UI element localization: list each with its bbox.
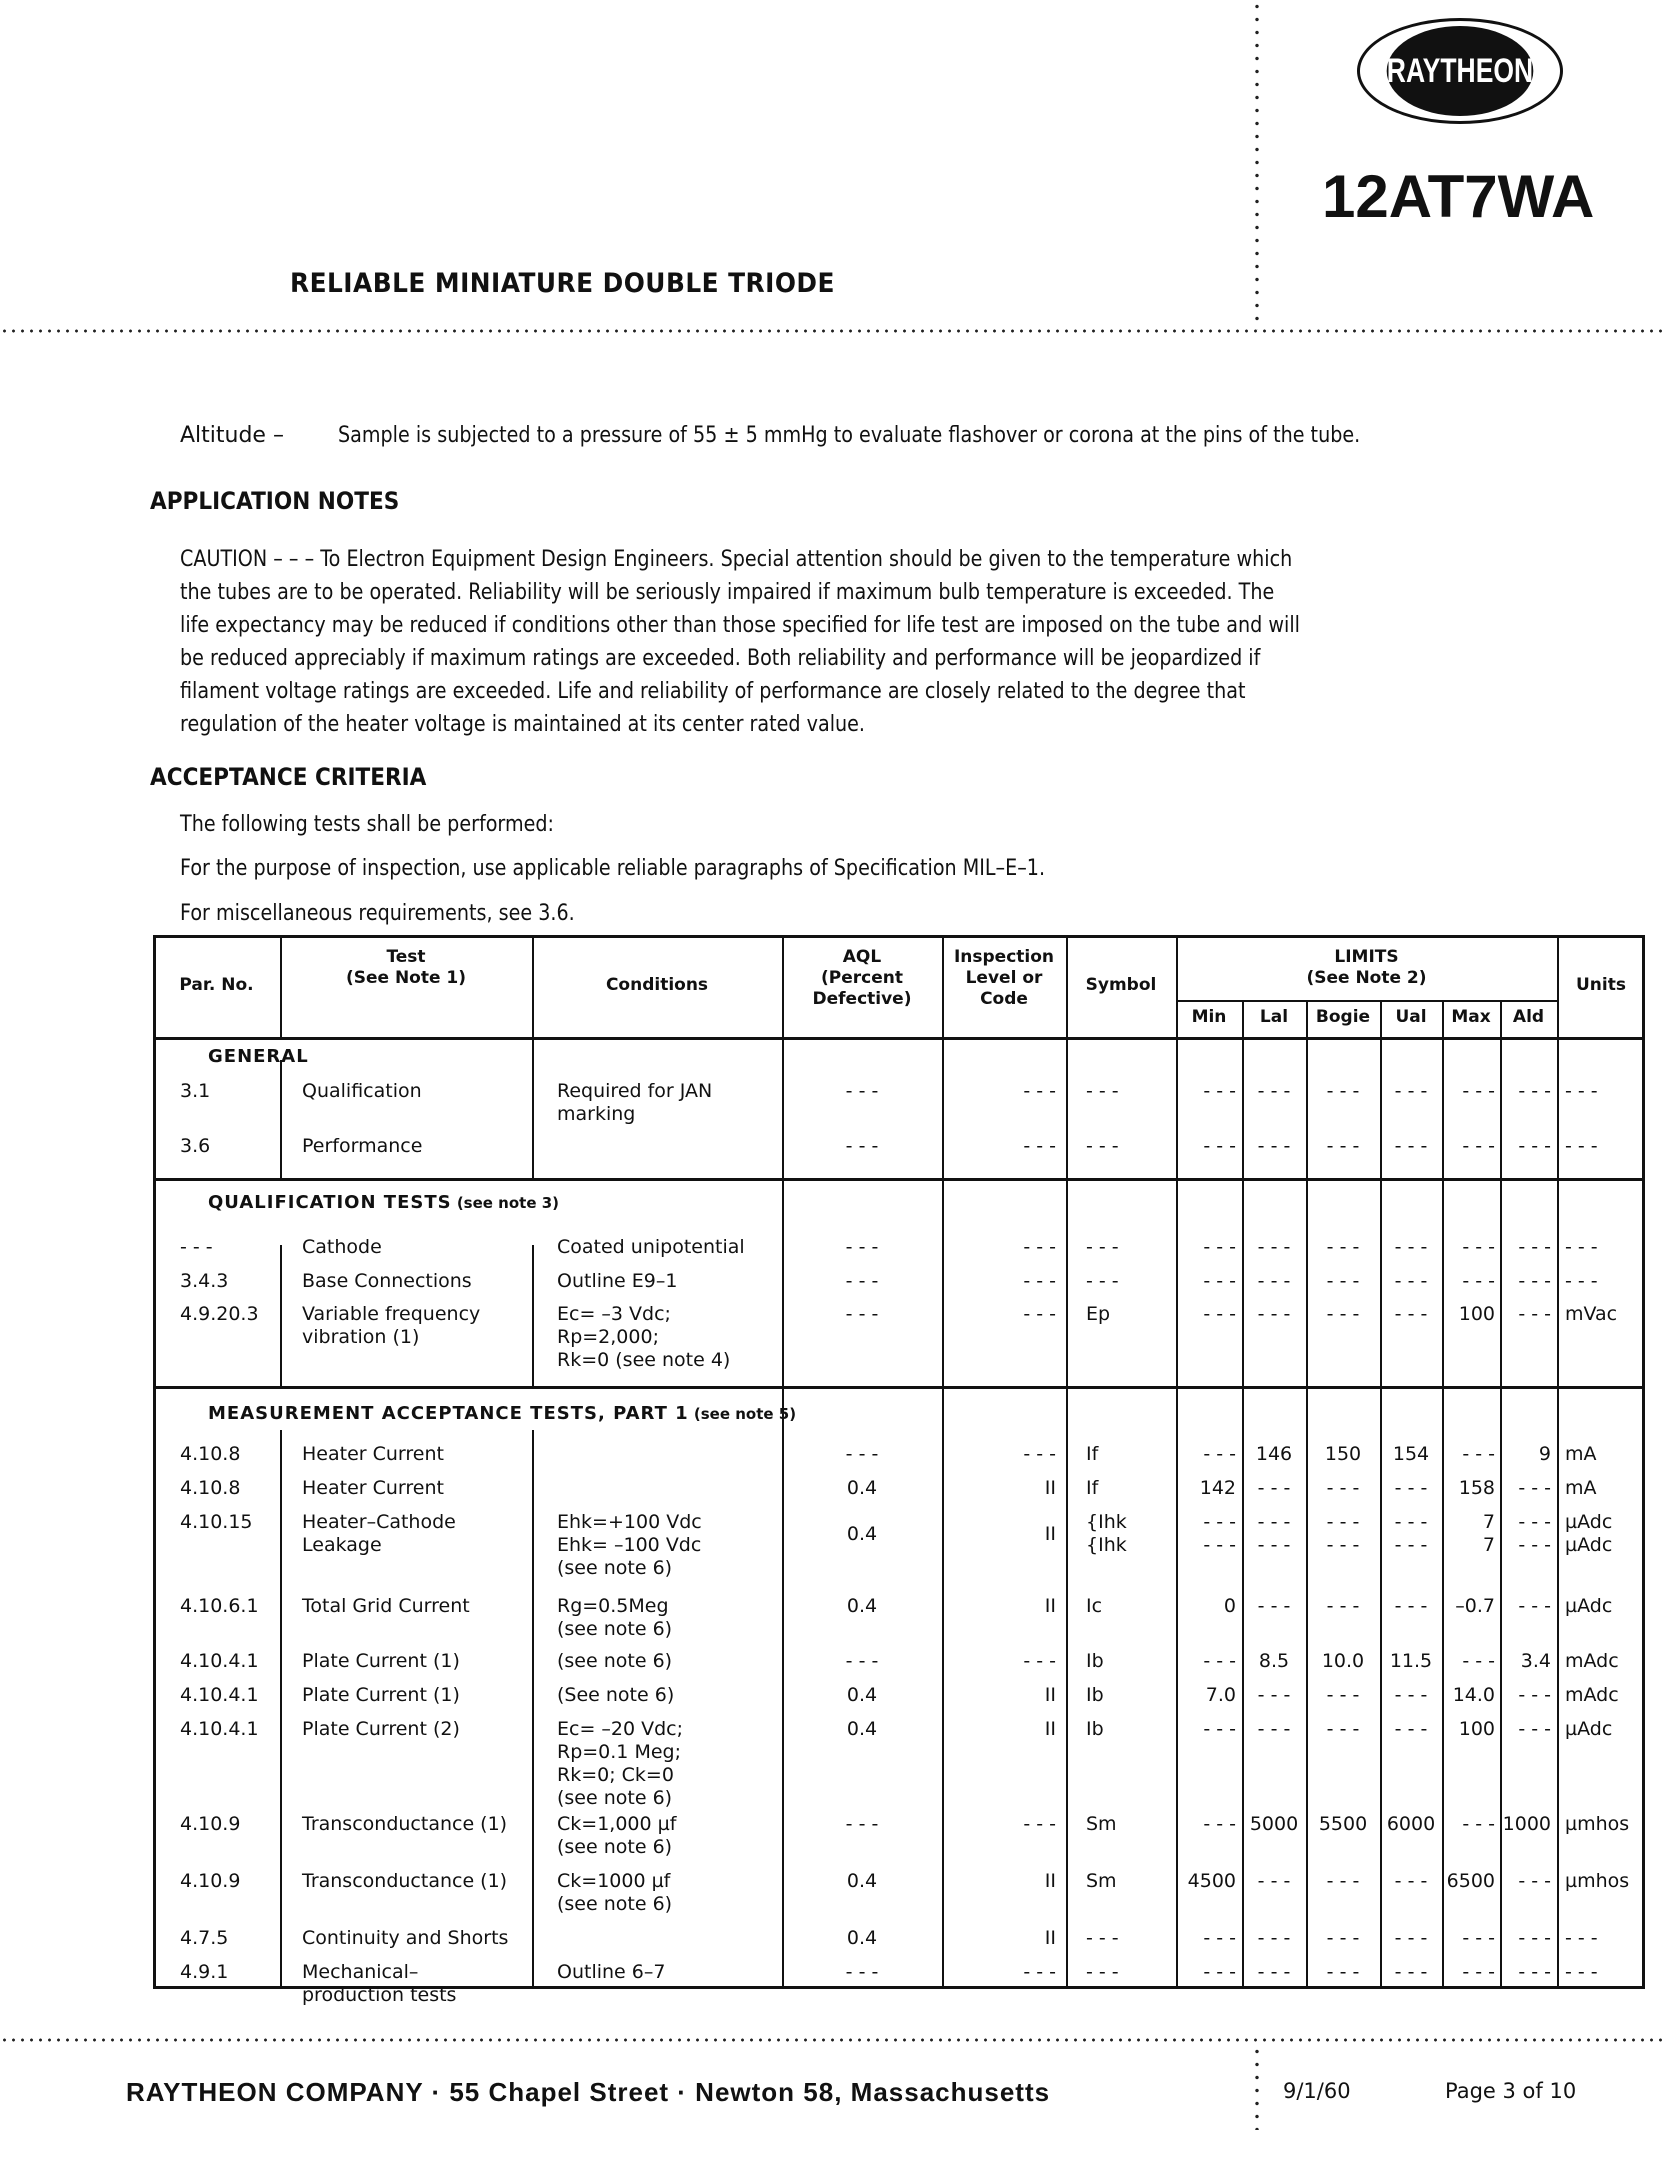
cell-units: µAdc [1565,1534,1613,1556]
cell-max: 14.0 [1452,1684,1495,1706]
cell-ald: - - - [1518,1534,1551,1556]
cell-conditions: Ec= –3 Vdc; [557,1303,671,1325]
cell-conditions: Ec= –20 Vdc; [557,1718,684,1740]
cell-test: Performance [302,1135,423,1157]
cell-min: - - - [1203,1813,1236,1835]
header-aql-defective: Defective) [812,989,912,1009]
cell-aql: 0.4 [846,1927,878,1949]
cell-par-no: 4.7.5 [180,1927,229,1949]
cell-max: 158 [1458,1477,1495,1499]
cell-bogie: - - - [1326,1684,1360,1706]
cell-aql: - - - [845,1135,879,1157]
cell-ual: - - - [1394,1534,1428,1556]
cell-par-no: - - - [180,1236,213,1258]
cell-conditions: Outline E9–1 [557,1270,678,1292]
cell-min: - - - [1203,1270,1236,1292]
cell-ual: - - - [1394,1511,1428,1533]
section-title-text: MEASUREMENT ACCEPTANCE TESTS, PART 1 [208,1403,689,1424]
header-par-no: Par. No. [179,975,254,995]
cell-symbol: Ep [1086,1303,1111,1325]
cell-inspection-level: II [1044,1684,1056,1706]
cell-symbol: - - - [1086,1080,1119,1102]
cell-lal: 8.5 [1258,1650,1290,1672]
cell-aql: 0.4 [846,1684,878,1706]
cell-min: 0 [1223,1595,1236,1617]
cell-par-no: 4.10.8 [180,1443,241,1465]
cell-bogie: - - - [1326,1303,1360,1325]
cell-ual: 154 [1392,1443,1430,1465]
column-rule [532,1245,534,1386]
header-aql-percent: (Percent [821,968,903,988]
cell-test: Plate Current (2) [302,1718,460,1740]
cell-test: Plate Current (1) [302,1650,460,1672]
cell-par-no: 4.10.8 [180,1477,241,1499]
cell-par-no: 3.6 [180,1135,211,1157]
acceptance-criteria-heading: ACCEPTANCE CRITERIA [150,763,427,791]
cell-ual: - - - [1394,1080,1428,1102]
cell-max: - - - [1462,1236,1495,1258]
cell-par-no: 3.1 [180,1080,211,1102]
cell-inspection-level: II [1044,1718,1056,1740]
cell-inspection-level: II [1044,1870,1056,1892]
cell-par-no: 4.9.20.3 [180,1303,259,1325]
cell-conditions: Coated unipotential [557,1236,745,1258]
cell-min: 7.0 [1205,1684,1236,1706]
cell-ual: - - - [1394,1236,1428,1258]
cell-conditions: (see note 6) [557,1836,673,1858]
cell-ual: 11.5 [1389,1650,1433,1672]
cell-conditions: marking [557,1103,636,1125]
header-ald: Ald [1512,1007,1545,1027]
cell-max: –0.7 [1455,1595,1495,1617]
cell-units: µAdc [1565,1511,1613,1533]
cell-min: - - - [1203,1511,1236,1533]
cell-units: - - - [1565,1927,1598,1949]
cell-min: 4500 [1187,1870,1236,1892]
cell-bogie: - - - [1326,1718,1360,1740]
model-number: 12AT7WA [1322,163,1595,230]
caution-line: CAUTION – – – To Electron Equipment Design Engineers. Special attention should be given to the temperature which [180,547,1293,572]
cell-conditions: (see note 6) [557,1893,673,1915]
cell-units: µmhos [1565,1870,1630,1892]
header-limits: LIMITS [1334,947,1399,967]
cell-max: - - - [1462,1813,1495,1835]
cell-min: - - - [1203,1443,1236,1465]
cell-symbol: Ic [1086,1595,1103,1617]
header-units: Units [1576,975,1626,995]
cell-par-no: 4.10.15 [180,1511,253,1533]
column-rule [1557,935,1559,1989]
table-section-title [208,1046,309,1067]
cell-ald: - - - [1518,1511,1551,1533]
cell-test: Mechanical– [302,1961,419,1983]
cell-conditions: Required for JAN [557,1080,713,1102]
cell-par-no: 4.10.6.1 [180,1595,259,1617]
cell-inspection-level: - - - [1023,1961,1056,1983]
cell-aql: - - - [845,1961,879,1983]
header-conditions: Conditions [605,975,709,995]
cell-test: Continuity and Shorts [302,1927,509,1949]
cell-inspection-level: - - - [1023,1080,1056,1102]
cell-ald: - - - [1518,1135,1551,1157]
cell-min: - - - [1203,1303,1236,1325]
cell-ald: - - - [1518,1080,1551,1102]
header-min: Min [1191,1007,1227,1027]
cell-lal: - - - [1257,1595,1291,1617]
cell-symbol: If [1086,1443,1099,1465]
cell-lal: - - - [1257,1684,1291,1706]
cell-lal: - - - [1257,1534,1291,1556]
cell-max: - - - [1462,1443,1495,1465]
cell-symbol: - - - [1086,1236,1119,1258]
header-aql: AQL [842,947,882,967]
column-rule [280,1060,282,1178]
cell-test: Heater Current [302,1477,444,1499]
cell-symbol: Ib [1086,1684,1104,1706]
column-rule [280,1245,282,1386]
cell-test: Leakage [302,1534,382,1556]
cell-ual: - - - [1394,1270,1428,1292]
cell-test: Cathode [302,1236,382,1258]
cell-ual: - - - [1394,1135,1428,1157]
section-rule [153,1178,1645,1181]
criteria-line: The following tests shall be performed: [180,812,554,837]
header-limits-note: (See Note 2) [1306,968,1427,988]
cell-lal: 5000 [1249,1813,1299,1835]
header-test-note: (See Note 1) [345,968,467,988]
cell-conditions: Ck=1,000 µf [557,1813,677,1835]
column-rule [532,1040,534,1178]
cell-aql: - - - [845,1813,879,1835]
cell-symbol: Ib [1086,1650,1104,1672]
cell-max: - - - [1462,1961,1495,1983]
header-bogie: Bogie [1315,1007,1371,1027]
cell-bogie: - - - [1326,1511,1360,1533]
cell-lal: - - - [1257,1477,1291,1499]
altitude-text: Sample is subjected to a pressure of 55 ± 5 mmHg to evaluate flashover or corona at the pins of the tube. [338,423,1361,448]
cell-max: - - - [1462,1927,1495,1949]
cell-bogie: - - - [1326,1595,1360,1617]
cell-test: Total Grid Current [302,1595,470,1617]
cell-bogie: - - - [1326,1080,1360,1102]
cell-min: - - - [1203,1650,1236,1672]
cell-aql: - - - [845,1270,879,1292]
cell-test: Plate Current (1) [302,1684,460,1706]
header-rule [153,1037,1645,1040]
cell-test: Base Connections [302,1270,472,1292]
cell-max: - - - [1462,1650,1495,1672]
cell-test: production tests [302,1984,457,2006]
header-divider-horizontal [0,329,1662,333]
table-section-title [208,1192,559,1213]
footer-divider-horizontal [0,2038,1662,2042]
cell-conditions: Rk=0; Ck=0 [557,1764,674,1786]
cell-bogie: 150 [1324,1443,1362,1465]
cell-aql: - - - [845,1303,879,1325]
cell-units: µAdc [1565,1718,1613,1740]
cell-symbol: Sm [1086,1870,1117,1892]
cell-bogie: - - - [1326,1236,1360,1258]
cell-aql: - - - [845,1080,879,1102]
cell-min: - - - [1203,1534,1236,1556]
cell-par-no: 4.10.9 [180,1870,241,1892]
cell-ual: - - - [1394,1684,1428,1706]
cell-par-no: 4.10.4.1 [180,1718,259,1740]
cell-min: 142 [1199,1477,1236,1499]
application-notes-heading: APPLICATION NOTES [150,487,400,515]
cell-lal: - - - [1257,1511,1291,1533]
cell-conditions: (See note 6) [557,1684,675,1706]
cell-units: - - - [1565,1961,1598,1983]
header-symbol: Symbol [1085,975,1157,995]
cell-inspection-level: II [1044,1523,1056,1545]
cell-symbol: {Ihk [1086,1511,1127,1533]
cell-ual: - - - [1394,1303,1428,1325]
cell-conditions: Rk=0 (see note 4) [557,1349,731,1371]
cell-ual: - - - [1394,1927,1428,1949]
cell-max: 7 [1482,1511,1495,1533]
cell-symbol: {Ihk [1086,1534,1127,1556]
cell-lal: - - - [1257,1303,1291,1325]
cell-ald: - - - [1518,1477,1551,1499]
table-section-title [208,1403,796,1424]
cell-max: 7 [1482,1534,1495,1556]
cell-conditions: (see note 6) [557,1557,673,1579]
cell-ald: 1000 [1502,1813,1551,1835]
cell-symbol: Sm [1086,1813,1117,1835]
cell-bogie: - - - [1326,1270,1360,1292]
header-lal: Lal [1259,1007,1289,1027]
cell-symbol: - - - [1086,1961,1119,1983]
cell-aql: 0.4 [846,1718,878,1740]
caution-line: filament voltage ratings are exceeded. Life and reliability of performance are closely related to the degree that [180,679,1246,704]
cell-ald: - - - [1518,1303,1551,1325]
cell-symbol: Ib [1086,1718,1104,1740]
column-rule [1066,935,1068,1989]
cell-aql: - - - [845,1443,879,1465]
cell-units: - - - [1565,1080,1598,1102]
cell-conditions: Rg=0.5Meg [557,1595,669,1617]
header-ual: Ual [1395,1007,1427,1027]
cell-min: - - - [1203,1718,1236,1740]
section-note: (see note 5) [688,1405,797,1423]
cell-inspection-level: - - - [1023,1813,1056,1835]
cell-ual: - - - [1394,1870,1428,1892]
cell-lal: 146 [1255,1443,1293,1465]
header-max: Max [1451,1007,1491,1027]
column-rule [532,1430,534,1989]
cell-ald: 9 [1538,1443,1551,1465]
cell-inspection-level: II [1044,1595,1056,1617]
cell-max: - - - [1462,1080,1495,1102]
cell-inspection-level: - - - [1023,1236,1056,1258]
cell-ald: - - - [1518,1270,1551,1292]
cell-units: mVac [1565,1303,1618,1325]
cell-conditions: Ehk=+100 Vdc [557,1511,702,1533]
cell-conditions: (see note 6) [557,1618,673,1640]
cell-symbol: If [1086,1477,1099,1499]
cell-units: mAdc [1565,1684,1619,1706]
cell-lal: - - - [1257,1927,1291,1949]
cell-units: mA [1565,1443,1597,1465]
cell-ual: - - - [1394,1595,1428,1617]
cell-lal: - - - [1257,1961,1291,1983]
cell-bogie: 5500 [1318,1813,1368,1835]
cell-test: Transconductance (1) [302,1813,508,1835]
cell-units: - - - [1565,1236,1598,1258]
document-date: 9/1/60 [1283,2079,1351,2103]
cell-aql: - - - [845,1236,879,1258]
cell-bogie: - - - [1326,1870,1360,1892]
header-test: Test [386,947,426,967]
company-address: RAYTHEON COMPANY · 55 Chapel Street · Newton 58, Massachusetts [126,2077,1051,2107]
cell-bogie: - - - [1326,1477,1360,1499]
cell-bogie: - - - [1326,1961,1360,1983]
cell-test: Heater–Cathode [302,1511,456,1533]
cell-bogie: 10.0 [1321,1650,1365,1672]
cell-inspection-level: II [1044,1927,1056,1949]
cell-min: - - - [1203,1236,1236,1258]
cell-symbol: - - - [1086,1135,1119,1157]
cell-conditions: Outline 6–7 [557,1961,666,1983]
cell-inspection-level: - - - [1023,1443,1056,1465]
section-note: (see note 3) [451,1194,560,1212]
page-number: Page 3 of 10 [1445,2079,1577,2103]
raytheon-logo [1357,18,1563,124]
cell-inspection-level: - - - [1023,1270,1056,1292]
cell-par-no: 4.9.1 [180,1961,229,1983]
cell-lal: - - - [1257,1870,1291,1892]
cell-units: mA [1565,1477,1597,1499]
section-title-text: GENERAL [208,1046,309,1067]
header-divider-vertical [1255,0,1259,330]
cell-ald: - - - [1518,1927,1551,1949]
cell-max: - - - [1462,1135,1495,1157]
cell-min: - - - [1203,1961,1236,1983]
cell-min: - - - [1203,1135,1236,1157]
cell-conditions: (see note 6) [557,1787,673,1809]
cell-ald: - - - [1518,1595,1551,1617]
column-rule [280,1430,282,1989]
cell-test: Transconductance (1) [302,1870,508,1892]
criteria-line: For miscellaneous requirements, see 3.6. [180,901,575,926]
altitude-label: Altitude – [180,423,284,448]
cell-max: 6500 [1446,1870,1495,1892]
logo-text: RAYTHEON [1387,26,1534,116]
cell-test: Heater Current [302,1443,444,1465]
cell-bogie: - - - [1326,1135,1360,1157]
cell-min: - - - [1203,1080,1236,1102]
cell-test: vibration (1) [302,1326,420,1348]
cell-units: µmhos [1565,1813,1630,1835]
cell-inspection-level: - - - [1023,1650,1056,1672]
cell-inspection-level: - - - [1023,1303,1056,1325]
cell-ual: - - - [1394,1718,1428,1740]
caution-line: regulation of the heater voltage is maintained at its center rated value. [180,712,866,737]
cell-lal: - - - [1257,1236,1291,1258]
cell-conditions: Rp=2,000; [557,1326,659,1348]
section-rule [153,1386,1645,1389]
cell-ual: - - - [1394,1477,1428,1499]
cell-min: - - - [1203,1927,1236,1949]
cell-lal: - - - [1257,1270,1291,1292]
cell-max: - - - [1462,1270,1495,1292]
cell-ual: 6000 [1386,1813,1436,1835]
cell-ald: - - - [1518,1236,1551,1258]
caution-line: the tubes are to be operated. Reliability will be seriously impaired if maximum bulb temperature is exceeded. The [180,580,1275,605]
cell-symbol: - - - [1086,1270,1119,1292]
cell-aql: 0.4 [846,1477,878,1499]
document-title: RELIABLE MINIATURE DOUBLE TRIODE [290,268,835,299]
cell-inspection-level: II [1044,1477,1056,1499]
header-inspection-level: Level or [965,968,1043,988]
cell-conditions: Ck=1000 µf [557,1870,671,1892]
cell-par-no: 4.10.9 [180,1813,241,1835]
cell-max: 100 [1458,1303,1495,1325]
cell-aql: - - - [845,1650,879,1672]
cell-par-no: 4.10.4.1 [180,1650,259,1672]
cell-max: 100 [1458,1718,1495,1740]
section-title-text: QUALIFICATION TESTS [208,1192,452,1213]
cell-ald: - - - [1518,1718,1551,1740]
footer-divider-vertical [1255,2045,1259,2130]
cell-conditions: Ehk= –100 Vdc [557,1534,702,1556]
cell-units: - - - [1565,1270,1598,1292]
cell-test: Qualification [302,1080,422,1102]
cell-par-no: 4.10.4.1 [180,1684,259,1706]
cell-units: mAdc [1565,1650,1619,1672]
header-inspection-code: Code [980,989,1028,1009]
cell-symbol: - - - [1086,1927,1119,1949]
cell-ald: - - - [1518,1684,1551,1706]
cell-lal: - - - [1257,1135,1291,1157]
cell-ald: - - - [1518,1961,1551,1983]
cell-par-no: 3.4.3 [180,1270,229,1292]
cell-lal: - - - [1257,1718,1291,1740]
cell-ald: 3.4 [1520,1650,1551,1672]
cell-bogie: - - - [1326,1534,1360,1556]
cell-conditions: Rp=0.1 Meg; [557,1741,681,1763]
criteria-line: For the purpose of inspection, use applicable reliable paragraphs of Specification MIL–E–1. [180,856,1046,881]
cell-aql: 0.4 [846,1523,878,1545]
cell-test: Variable frequency [302,1303,481,1325]
cell-ald: - - - [1518,1870,1551,1892]
cell-aql: 0.4 [846,1870,878,1892]
cell-aql: 0.4 [846,1595,878,1617]
cell-bogie: - - - [1326,1927,1360,1949]
caution-line: life expectancy may be reduced if conditions other than those specified for life test are imposed on the tube and will [180,613,1300,638]
caution-line: be reduced appreciably if maximum ratings are exceeded. Both reliability and performance will be jeopardized if [180,646,1261,671]
cell-inspection-level: - - - [1023,1135,1056,1157]
cell-units: - - - [1565,1135,1598,1157]
cell-units: µAdc [1565,1595,1613,1617]
cell-ual: - - - [1394,1961,1428,1983]
header-inspection: Inspection [953,947,1055,967]
cell-lal: - - - [1257,1080,1291,1102]
cell-conditions: (see note 6) [557,1650,673,1672]
